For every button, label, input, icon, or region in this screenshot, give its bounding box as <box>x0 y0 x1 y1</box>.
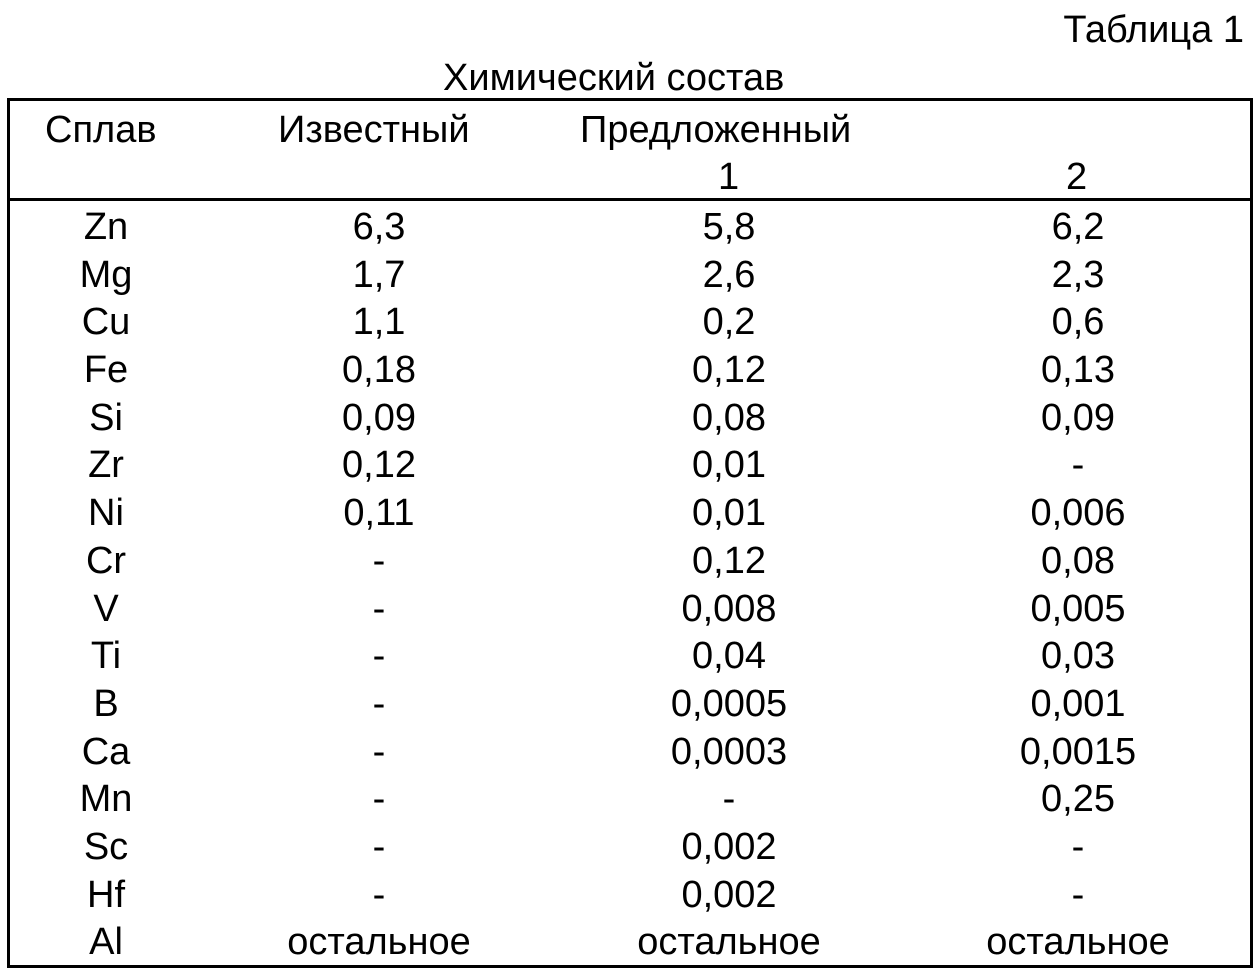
table-row <box>0 299 1260 347</box>
table-row <box>0 872 1260 920</box>
cell-proposed-2: 0,0015 <box>1019 730 1137 773</box>
cell-proposed-1: 0,0005 <box>670 682 788 725</box>
cell-element: Cu <box>81 301 131 344</box>
cell-proposed-2: 0,25 <box>1041 778 1115 821</box>
cell-known: - <box>372 825 386 868</box>
cell-element: Fe <box>83 349 129 392</box>
cell-proposed-2: 0,005 <box>1030 587 1126 630</box>
cell-proposed-2: 6,2 <box>1051 206 1105 248</box>
table-caption-text: Химический состав <box>443 57 785 99</box>
table-row <box>0 776 1260 824</box>
table-row <box>0 824 1260 872</box>
cell-proposed-1: 0,002 <box>681 873 777 916</box>
cell-proposed-1: 0,2 <box>702 301 756 344</box>
cell-proposed-2: 0,001 <box>1030 682 1126 725</box>
cell-element: Zn <box>83 206 129 248</box>
table-row <box>0 442 1260 490</box>
cell-element: Ti <box>90 635 122 678</box>
cell-element: Si <box>89 396 123 439</box>
table-row <box>0 586 1260 634</box>
cell-known: - <box>372 730 386 773</box>
cell-proposed-1: 0,12 <box>692 539 766 582</box>
cell-known: - <box>372 635 386 678</box>
cell-known: - <box>372 873 386 916</box>
header-divider <box>7 198 1253 201</box>
cell-proposed-1: 0,002 <box>681 825 777 868</box>
cell-proposed-2: 0,03 <box>1041 635 1115 678</box>
cell-proposed-2: 0,08 <box>1041 539 1115 582</box>
cell-proposed-1: 5,8 <box>702 206 756 248</box>
cell-known: 0,11 <box>343 492 415 535</box>
cell-known: - <box>372 778 386 821</box>
cell-element: Hf <box>87 873 125 916</box>
cell-proposed-2: 0,006 <box>1030 492 1126 535</box>
table-row <box>0 681 1260 729</box>
cell-known: - <box>372 587 386 630</box>
table-row <box>0 729 1260 777</box>
cell-proposed-1: 0,04 <box>692 635 766 678</box>
cell-known: 6,3 <box>352 206 406 248</box>
cell-known: остальное <box>287 921 471 964</box>
cell-element: Zr <box>88 444 124 487</box>
table-row <box>0 395 1260 443</box>
table-number-label: Таблица 1 <box>1063 9 1244 51</box>
cell-proposed-1: 2,6 <box>702 253 756 296</box>
cell-element: B <box>93 682 119 725</box>
cell-known: 0,18 <box>342 349 416 392</box>
table-row <box>0 347 1260 395</box>
cell-proposed-2: - <box>1071 825 1085 868</box>
cell-proposed-1: 0,01 <box>692 444 766 487</box>
table-body <box>0 204 1260 967</box>
cell-known: - <box>372 539 386 582</box>
cell-proposed-1: 0,01 <box>692 492 766 535</box>
cell-known: 0,09 <box>342 396 416 439</box>
header-proposed-2: 2 <box>1066 156 1088 198</box>
cell-proposed-2: - <box>1071 873 1085 916</box>
cell-proposed-1: 0,008 <box>681 587 777 630</box>
cell-proposed-1: 0,08 <box>692 396 766 439</box>
cell-element: V <box>93 587 119 630</box>
cell-known: - <box>372 682 386 725</box>
cell-known: 0,12 <box>342 444 416 487</box>
cell-proposed-2: 2,3 <box>1051 253 1105 296</box>
cell-proposed-1: - <box>722 778 736 821</box>
cell-element: Mn <box>79 778 133 821</box>
table-row <box>0 633 1260 681</box>
header-known: Известный <box>278 109 470 151</box>
header-proposed: Предложенный <box>580 109 852 151</box>
table-row <box>0 919 1260 967</box>
cell-element: Sc <box>83 825 129 868</box>
cell-proposed-1: 0,0003 <box>670 730 788 773</box>
cell-proposed-1: остальное <box>637 921 821 964</box>
cell-element: Ni <box>88 492 124 535</box>
table-row <box>0 538 1260 586</box>
header-alloy: Сплав <box>45 109 157 151</box>
cell-proposed-2: остальное <box>986 921 1170 964</box>
cell-proposed-2: 0,09 <box>1041 396 1115 439</box>
cell-element: Cr <box>85 539 127 582</box>
cell-known: 1,1 <box>352 301 406 344</box>
cell-proposed-2: 0,6 <box>1051 301 1105 344</box>
cell-proposed-2: - <box>1071 444 1085 487</box>
cell-known: 1,7 <box>352 253 406 296</box>
cell-proposed-1: 0,12 <box>692 349 766 392</box>
table-row <box>0 252 1260 300</box>
table-row <box>0 204 1260 252</box>
cell-element: Mg <box>79 253 133 296</box>
table-row <box>0 490 1260 538</box>
cell-proposed-2: 0,13 <box>1041 349 1115 392</box>
header-proposed-1: 1 <box>718 156 740 198</box>
cell-element: Al <box>89 921 123 964</box>
cell-element: Ca <box>81 730 131 773</box>
